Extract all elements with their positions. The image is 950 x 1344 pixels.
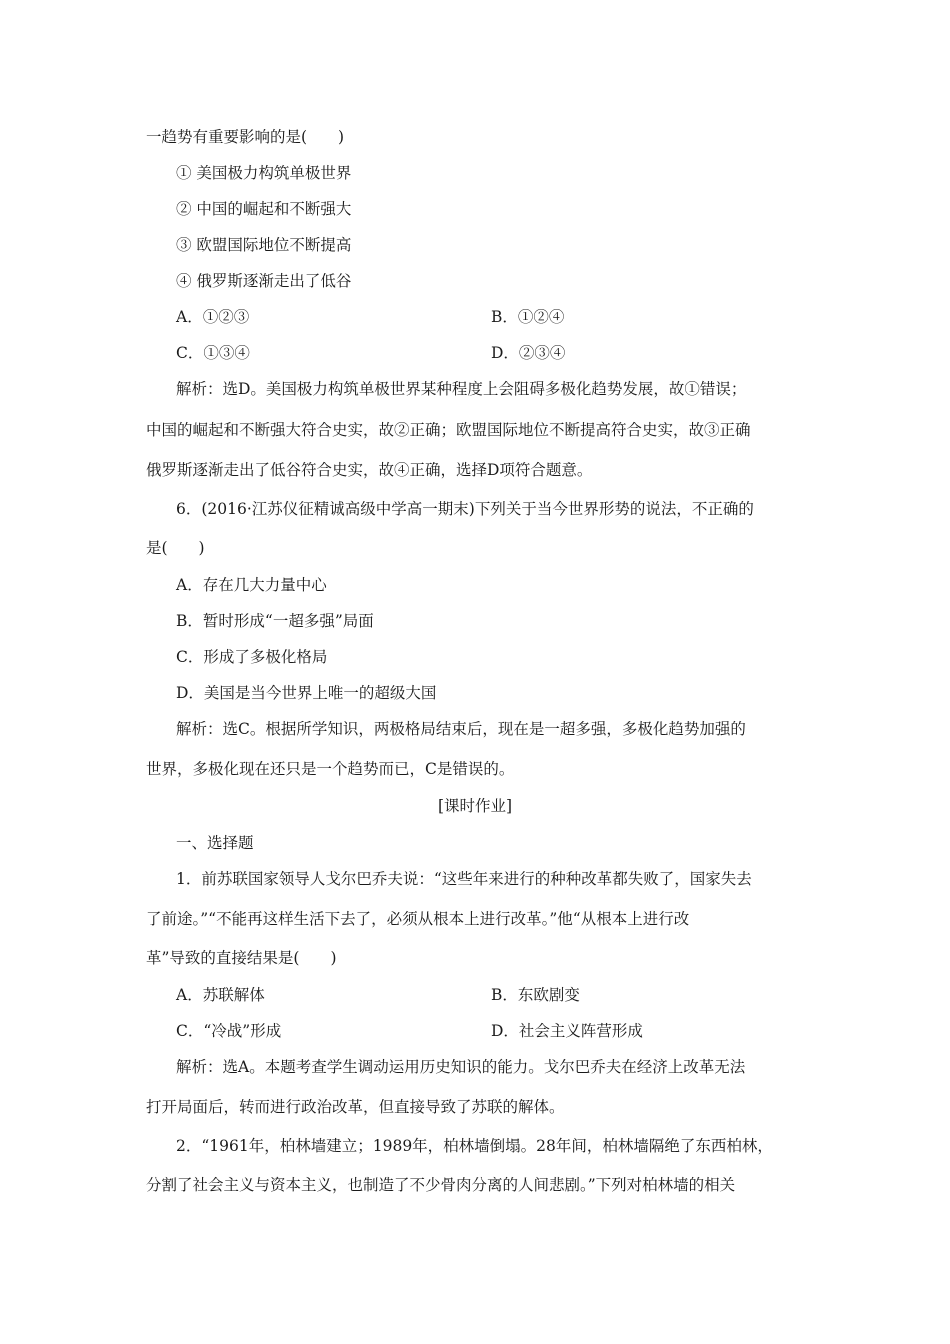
q6-stem-line-2: 是( ) bbox=[146, 539, 205, 557]
q5-option-a: A．①②③ bbox=[176, 308, 250, 326]
hq2-stem-line-2: 分割了社会主义与资本主义，也制造了不少骨肉分离的人间悲剧。”下列对柏林墙的相关 bbox=[146, 1176, 736, 1194]
section-heading: 一、选择题 bbox=[176, 834, 254, 852]
q5-analysis-line-3: 俄罗斯逐渐走出了低谷符合史实，故④正确，选择D项符合题意。 bbox=[146, 461, 593, 479]
homework-title: [课时作业] bbox=[437, 797, 513, 815]
hq1-analysis-line-2: 打开局面后，转而进行政治改革，但直接导致了苏联的解体。 bbox=[146, 1098, 565, 1116]
q5-analysis-line-1: 解析：选D。美国极力构筑单极世界某种程度上会阻碍多极化趋势发展，故①错误； bbox=[176, 380, 747, 398]
q5-option-d: D．②③④ bbox=[491, 344, 566, 362]
hq2-stem-line-1: 2．“1961年，柏林墙建立；1989年，柏林墙倒塌。28年间，柏林墙隔绝了东西柏林， bbox=[176, 1137, 773, 1155]
q5-option-b: B．①②④ bbox=[491, 308, 565, 326]
hq1-stem-line-1: 1．前苏联国家领导人戈尔巴乔夫说：“这些年来进行的种种改革都失败了，国家失去 bbox=[176, 870, 752, 888]
q6-option-b: B．暂时形成“一超多强”局面 bbox=[176, 612, 374, 630]
hq1-option-c: C．“冷战”形成 bbox=[176, 1022, 282, 1040]
q5-item-2: ② 中国的崛起和不断强大 bbox=[176, 200, 352, 218]
hq1-option-a: A．苏联解体 bbox=[176, 986, 265, 1004]
q5-item-4: ④ 俄罗斯逐渐走出了低谷 bbox=[176, 272, 352, 290]
q5-option-c: C．①③④ bbox=[176, 344, 250, 362]
hq1-stem-line-3: 革”导致的直接结果是( ) bbox=[146, 949, 337, 967]
q6-option-a: A．存在几大力量中心 bbox=[176, 576, 327, 594]
q6-stem-line-1: 6．(2016·江苏仪征精诚高级中学高一期末)下列关于当今世界形势的说法，不正确的 bbox=[176, 500, 754, 518]
q6-analysis-line-2: 世界，多极化现在还只是一个趋势而已，C是错误的。 bbox=[146, 760, 515, 778]
q5-item-1: ① 美国极力构筑单极世界 bbox=[176, 164, 352, 182]
q5-analysis-line-2: 中国的崛起和不断强大符合史实，故②正确；欧盟国际地位不断提高符合史实，故③正确 bbox=[146, 421, 751, 439]
hq1-option-b: B．东欧剧变 bbox=[491, 986, 580, 1004]
hq1-option-d: D．社会主义阵营形成 bbox=[491, 1022, 643, 1040]
q5-item-3: ③ 欧盟国际地位不断提高 bbox=[176, 236, 352, 254]
q6-option-d: D．美国是当今世界上唯一的超级大国 bbox=[176, 684, 437, 702]
q6-analysis-line-1: 解析：选C。根据所学知识，两极格局结束后，现在是一超多强，多极化趋势加强的 bbox=[176, 720, 746, 738]
q6-option-c: C．形成了多极化格局 bbox=[176, 648, 328, 666]
hq1-analysis-line-1: 解析：选A。本题考查学生调动运用历史知识的能力。戈尔巴乔夫在经济上改革无法 bbox=[176, 1058, 746, 1076]
hq1-stem-line-2: 了前途。”“不能再这样生活下去了，必须从根本上进行改革。”他“从根本上进行改 bbox=[146, 910, 690, 928]
q5-stem: 一趋势有重要影响的是( ) bbox=[146, 128, 345, 146]
